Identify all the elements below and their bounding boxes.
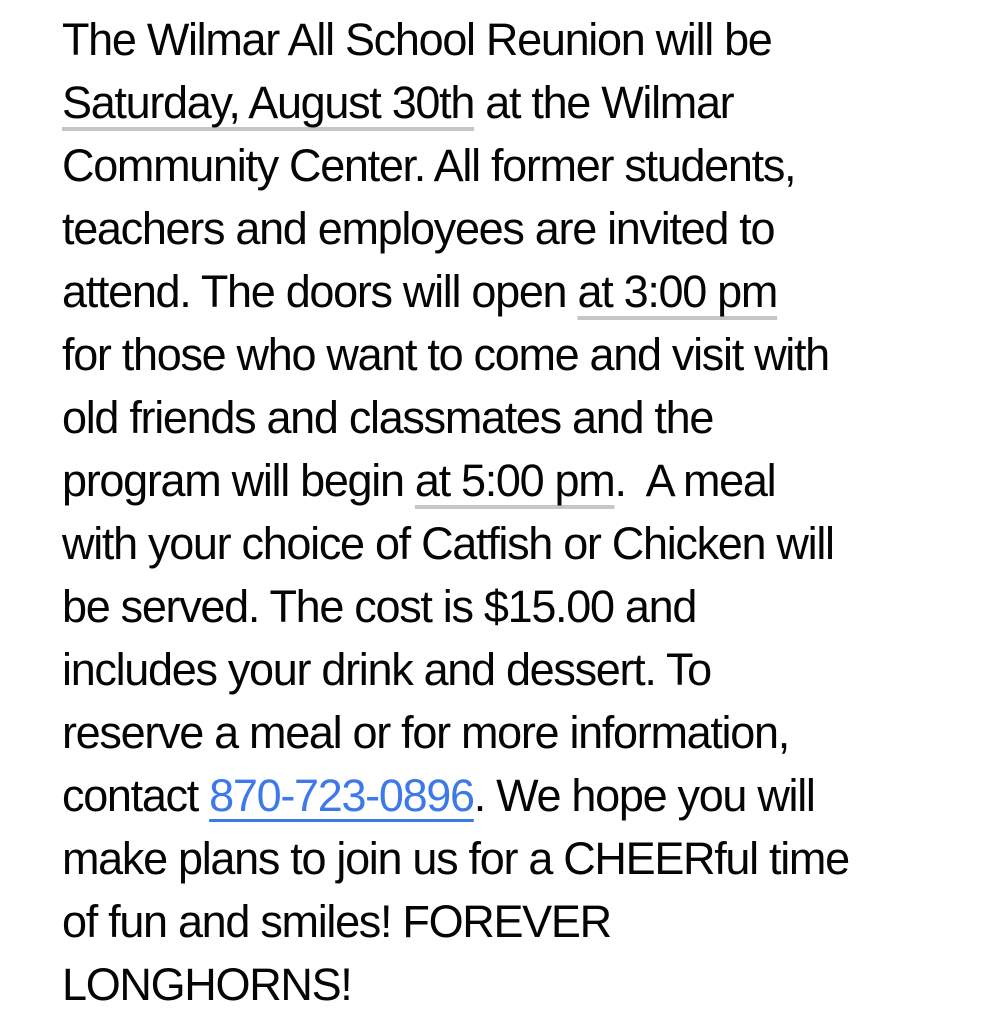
text-line [62, 638, 959, 701]
text-segment: . A meal [614, 455, 776, 506]
text-segment: make plans to join us for a CHEERful time [62, 833, 849, 884]
text-segment: be served. The cost is $15.00 and [62, 581, 697, 632]
text-line [62, 323, 959, 386]
text-line [62, 449, 959, 512]
text-segment: contact [62, 770, 210, 821]
text-segment: includes your drink and dessert. To [62, 644, 711, 695]
text-line [62, 71, 959, 134]
text-segment: Community Center. All former students, [62, 140, 796, 191]
text-line [62, 8, 959, 71]
text-segment: program will begin [62, 455, 415, 506]
text-line [62, 953, 959, 1016]
text-line [62, 575, 959, 638]
text-line [62, 890, 959, 953]
text-segment: of fun and smiles! FOREVER [62, 896, 611, 947]
text-segment: with your choice of Catfish or Chicken will [62, 518, 834, 569]
phone-link[interactable]: 870-723-0896 [209, 770, 474, 821]
text-segment: at the Wilmar [474, 77, 734, 128]
text-line [62, 197, 959, 260]
text-line [62, 764, 959, 827]
text-segment: The Wilmar All School Reunion will be [62, 14, 772, 65]
text-line [62, 260, 959, 323]
text-line [62, 386, 959, 449]
detected-date-link[interactable]: Saturday, August 30th [62, 77, 475, 128]
text-segment: attend. The doors will open [62, 266, 578, 317]
text-segment: reserve a meal or for more information, [62, 707, 789, 758]
text-segment: old friends and classmates and the [62, 392, 714, 443]
text-segment: teachers and employees are invited to [62, 203, 775, 254]
text-line [62, 134, 959, 197]
text-line [62, 701, 959, 764]
text-line [62, 827, 959, 890]
text-segment: for those who want to come and visit with [62, 329, 829, 380]
text-segment: . We hope you will [473, 770, 815, 821]
text-line [62, 512, 959, 575]
detected-time-3pm-link[interactable]: at 3:00 pm [577, 266, 778, 317]
text-segment: LONGHORNS! [62, 959, 352, 1010]
detected-time-5pm-link[interactable]: at 5:00 pm [414, 455, 615, 506]
